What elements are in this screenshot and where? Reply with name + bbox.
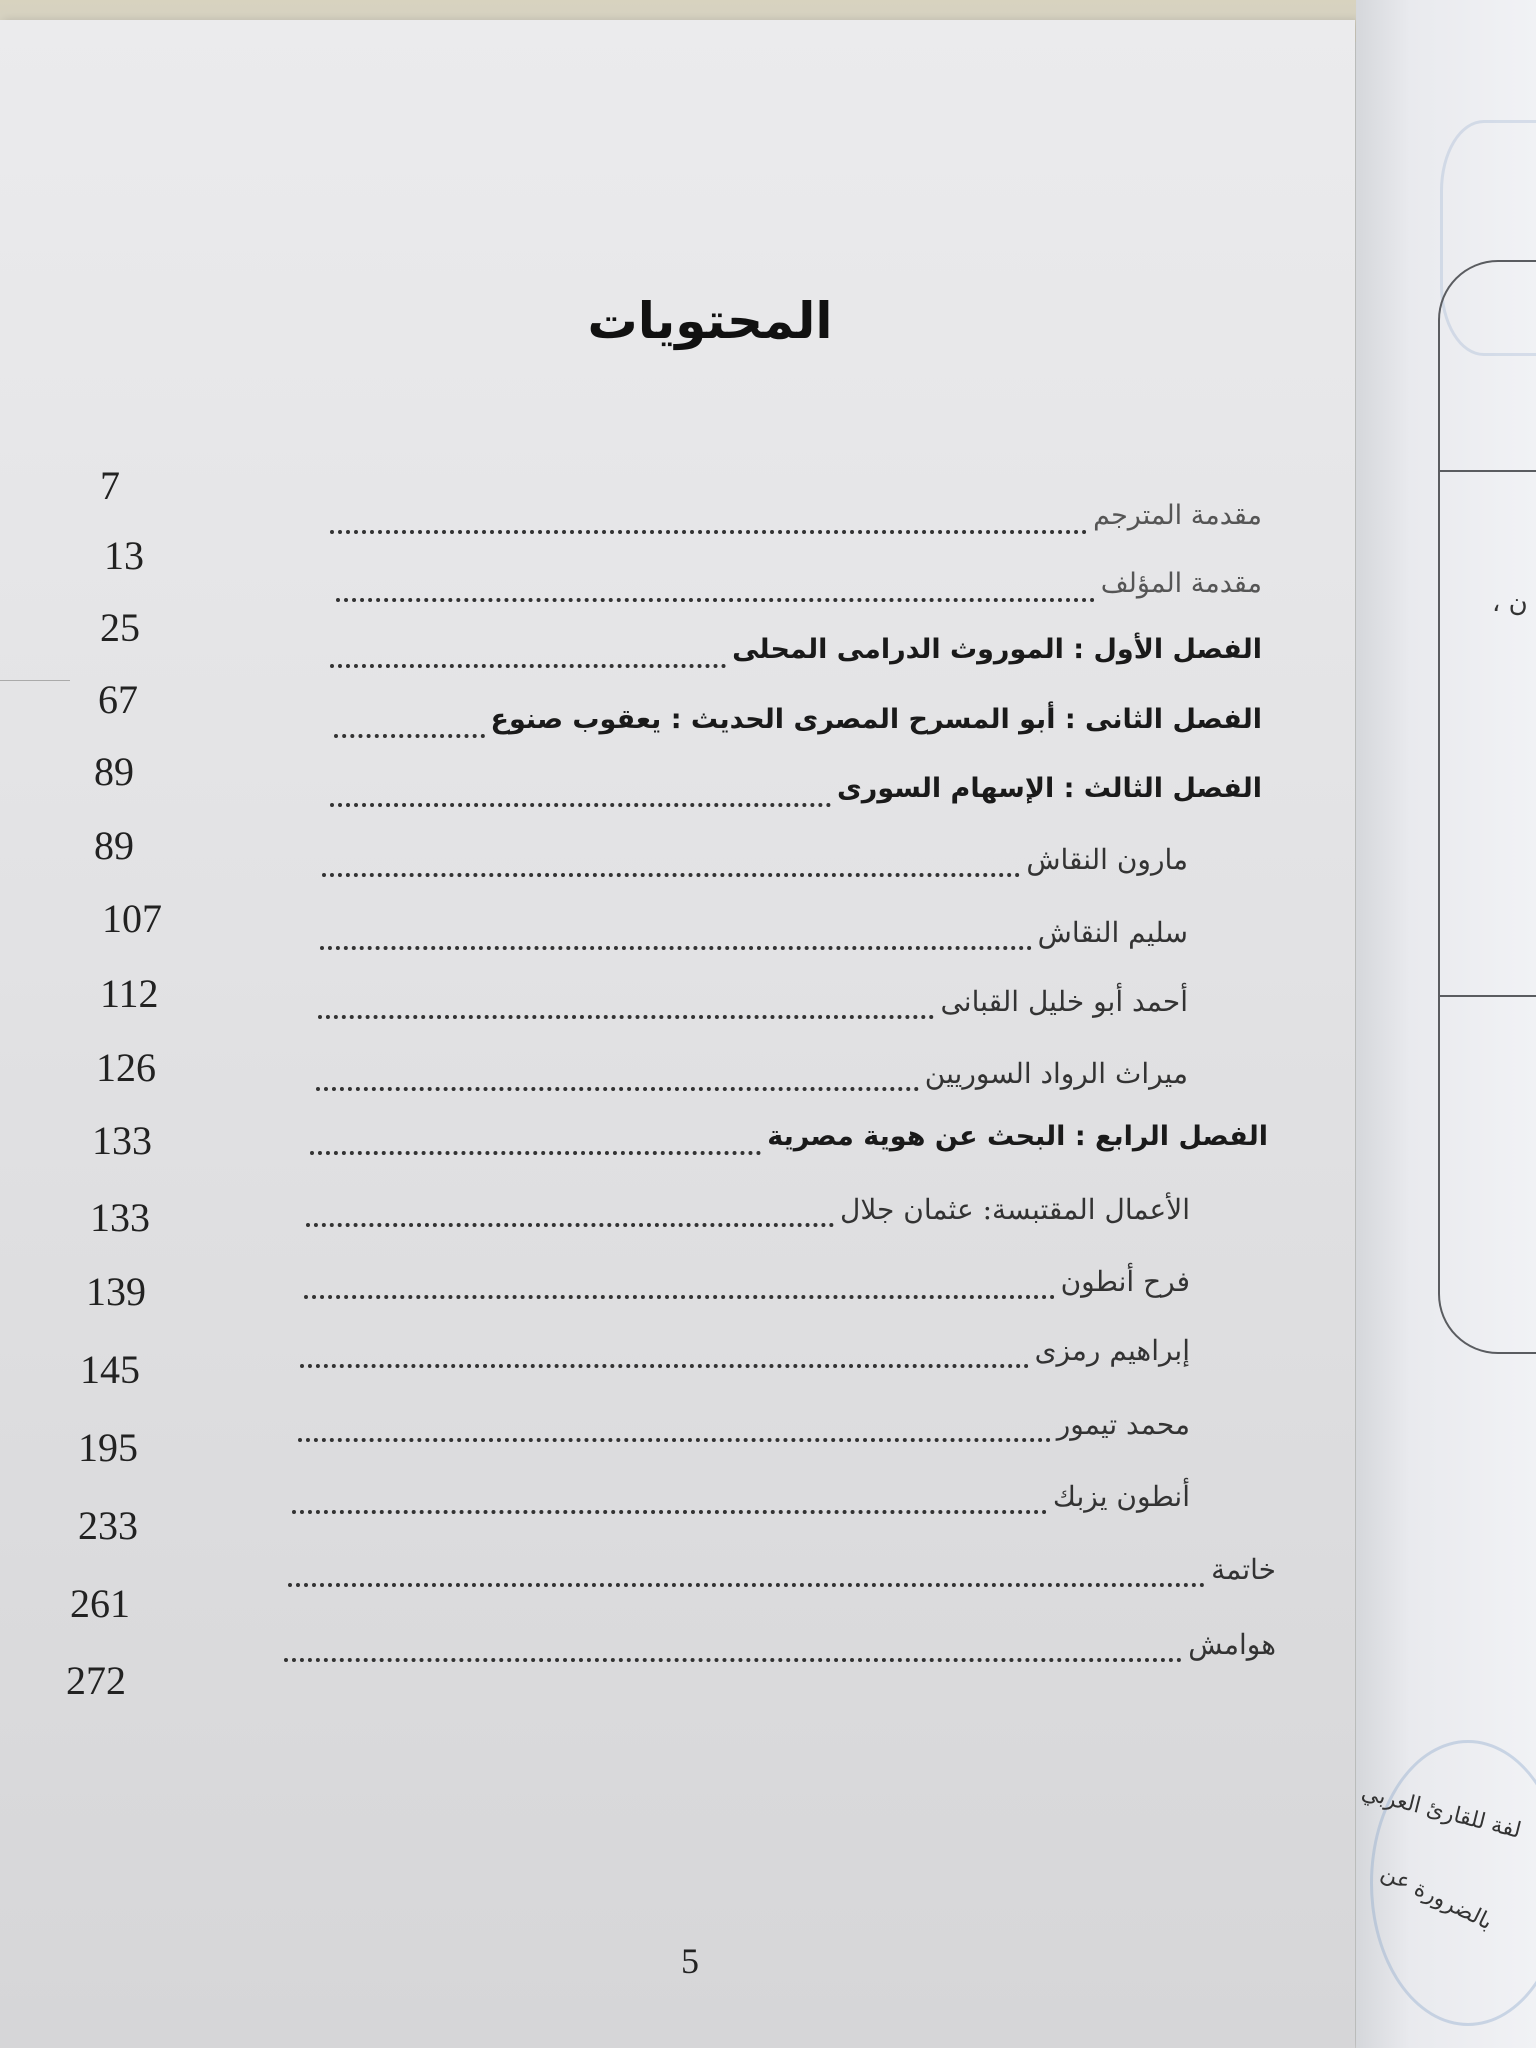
toc-page-number: 112 — [100, 971, 159, 1016]
page-number: 5 — [681, 1941, 699, 1981]
toc-entry-label: الفصل الثالث : الإسهام السورى — [837, 773, 1262, 804]
toc-page-number: 139 — [86, 1269, 146, 1314]
toc-entry-label: إبراهيم رمزى — [1034, 1334, 1190, 1367]
dot-leader — [310, 1145, 761, 1155]
dot-leader — [330, 797, 831, 807]
toc-page-number: 272 — [66, 1658, 126, 1703]
dot-leader — [336, 592, 1095, 602]
side-page-text: بالضرورة عن — [1377, 1860, 1497, 1936]
toc-page-number: 25 — [100, 605, 140, 650]
toc-page-number: 107 — [102, 896, 162, 941]
dot-leader — [300, 1358, 1029, 1368]
toc-page-number: 13 — [104, 533, 144, 578]
toc-entry-label: مقدمة المترجم — [1093, 500, 1262, 531]
toc-page-number: 261 — [70, 1581, 130, 1626]
toc-page-number: 126 — [96, 1045, 156, 1090]
dot-leader — [318, 1009, 934, 1019]
toc-entry-label: سليم النقاش — [1037, 916, 1188, 949]
toc-entry-label: الفصل الأول : الموروث الدرامى المحلى — [732, 634, 1262, 665]
toc-page-number: 67 — [98, 677, 138, 722]
toc-entry-label: ميراث الرواد السوريين — [924, 1057, 1188, 1090]
toc-entry-label: خاتمة — [1211, 1553, 1276, 1586]
toc-page-number: 133 — [92, 1118, 152, 1163]
toc-page-number: 133 — [90, 1195, 150, 1240]
toc-entry-label: أحمد أبو خليل القبانى — [940, 985, 1188, 1018]
dot-leader — [330, 524, 1087, 534]
dot-leader — [334, 728, 485, 738]
dot-leader — [330, 658, 726, 668]
toc-page-number: 233 — [78, 1503, 138, 1548]
dot-leader — [288, 1577, 1205, 1587]
toc-entry-label: هوامش — [1188, 1628, 1276, 1661]
toc-entry-label: محمد تيمور — [1056, 1408, 1190, 1441]
toc-entry-label: فرح أنطون — [1060, 1265, 1190, 1298]
toc-page-number: 145 — [80, 1347, 140, 1392]
dot-leader — [306, 1217, 834, 1227]
page-title: المحتويات — [587, 292, 833, 350]
adjacent-page-frame — [1438, 260, 1536, 1354]
toc-entry-label: الفصل الرابع : البحث عن هوية مصرية — [767, 1121, 1268, 1152]
dot-leader — [298, 1432, 1051, 1442]
side-page-text: لفة للقارئ العربي — [1358, 1780, 1524, 1844]
toc-entry-label: الفصل الثانى : أبو المسرح المصرى الحديث : يعقوب صنوع — [490, 704, 1262, 735]
dot-leader — [316, 1081, 919, 1091]
adjacent-page-rule — [1440, 995, 1536, 997]
toc-entry-label: مارون النقاش — [1026, 843, 1188, 876]
dot-leader — [320, 940, 1032, 950]
toc-entry-label: الأعمال المقتبسة: عثمان جلال — [840, 1193, 1190, 1226]
toc-page-number: 7 — [100, 463, 120, 508]
adjacent-page-rule — [1440, 470, 1536, 472]
dot-leader — [284, 1652, 1182, 1662]
dot-leader — [292, 1504, 1047, 1514]
toc-page-number: 89 — [94, 749, 134, 794]
side-page-text: ن ، — [1492, 588, 1528, 618]
toc-entry-label: أنطون يزبك — [1052, 1480, 1190, 1513]
dot-leader — [304, 1289, 1055, 1299]
toc-page-number: 195 — [78, 1425, 138, 1470]
dot-leader — [322, 867, 1020, 877]
toc-entry-label: مقدمة المؤلف — [1100, 568, 1262, 599]
toc-page-number: 89 — [94, 823, 134, 868]
